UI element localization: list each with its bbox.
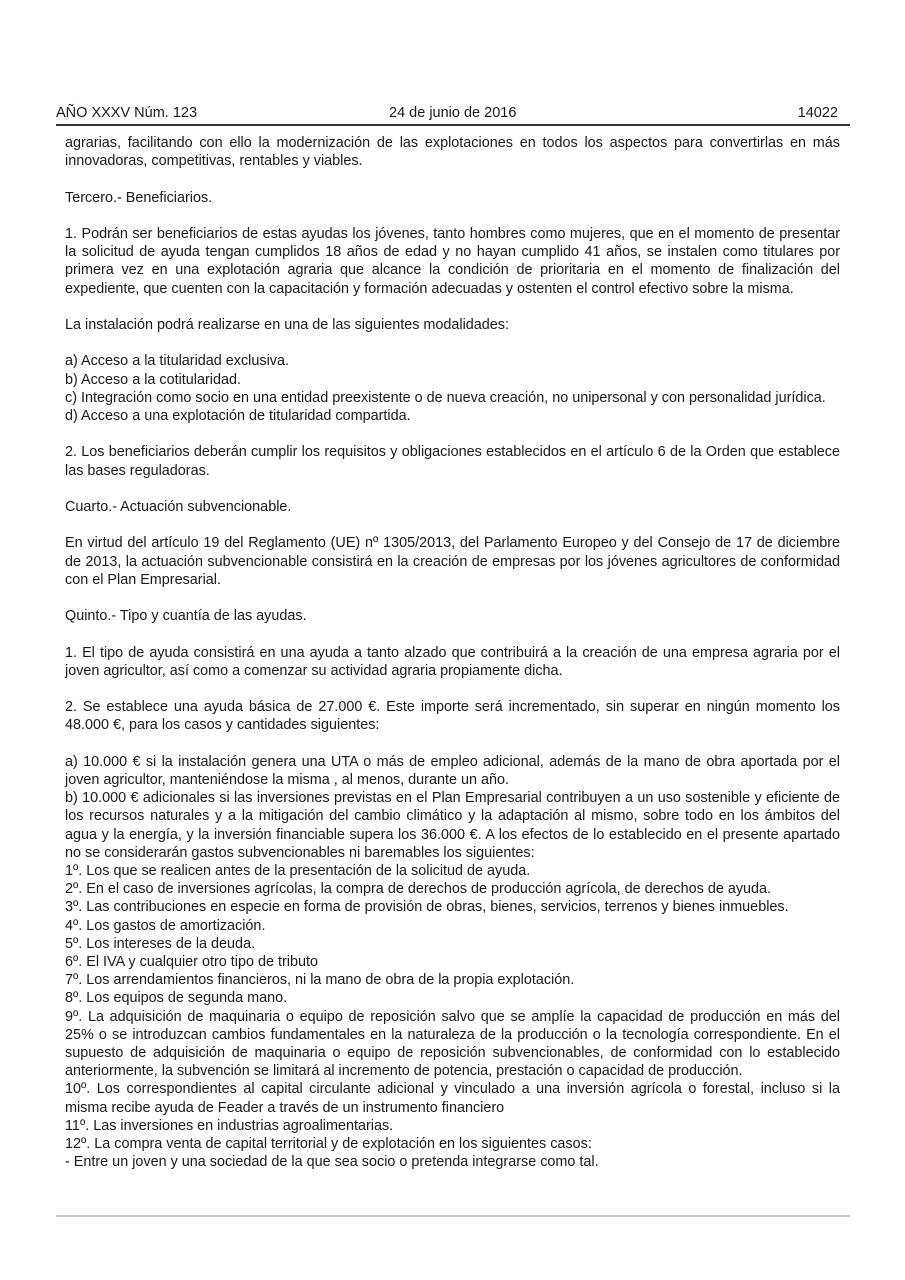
list-item: 8º. Los equipos de segunda mano. [65, 990, 288, 1007]
footer-divider [56, 1215, 850, 1217]
page-number: 14022 [797, 105, 838, 121]
list-item: 6º. El IVA y cualquier otro tipo de tributo [65, 953, 318, 970]
list-item: 7º. Los arrendamientos financieros, ni la mano de obra de la propia explotación. [65, 972, 575, 989]
issue-number: AÑO XXXV Núm. 123 [56, 105, 198, 121]
list-item: 12º. La compra venta de capital territorial y de explotación en los siguientes casos: [65, 1136, 592, 1152]
list-item: 5º. Los intereses de la deuda. [65, 935, 256, 952]
section-heading-quinto: Quinto.- Tipo y cuantía de las ayudas. [65, 608, 307, 625]
list-item: a) 10.000 € si la instalación genera una UTA o más de empleo adicional, además de la mano de obra aportada por el joven agricultor, manteniéndose la misma , al menos, durante un año. [65, 753, 840, 788]
paragraph-cuantia: 2. Se establece una ayuda básica de 27.000 €. Este importe será incrementado, sin superar en ningún momento los 48.000 €, para los casos y cantidades siguientes: [65, 699, 840, 734]
list-item: 4º. Los gastos de amortización. [65, 917, 266, 934]
list-item: c) Integración como socio en una entidad preexistente o de nueva creación, no unipersonal y con personalidad jurídica. [65, 389, 826, 406]
section-heading-cuarto: Cuarto.- Actuación subvencionable. [65, 498, 292, 515]
list-item: 11º. Las inversiones en industrias agroalimentarias. [65, 1117, 394, 1134]
section-heading-tercero: Tercero.- Beneficiarios. [65, 189, 213, 206]
list-item: 3º. Las contribuciones en especie en forma de provisión de obras, bienes, servicios, terrenos y bienes inmuebles. [65, 899, 789, 916]
document-body [65, 134, 840, 1171]
publication-date: 24 de junio de 2016 [389, 105, 517, 121]
list-item: - Entre un joven y una sociedad de la que sea socio o pretenda integrarse como tal. [65, 1154, 599, 1171]
list-item: 10º. Los correspondientes al capital circulante adicional y vinculado a una inversión agrícola o forestal, incluso si la misma recibe ayuda de Feader a través de un instrumento financiero [65, 1081, 840, 1116]
paragraph-tipo-ayuda: 1. El tipo de ayuda consistirá en una ayuda a tanto alzado que contribuirá a la creación de una empresa agraria por el joven agricultor, así como a comenzar su actividad agraria propiamente dicha. [65, 644, 840, 679]
page-header [56, 104, 850, 126]
paragraph-modalidades-intro: La instalación podrá realizarse en una de las siguientes modalidades: [65, 316, 509, 333]
paragraph-continuation: agrarias, facilitando con ello la modernización de las explotaciones en todos los aspectos para convertirlas en más innovadoras, competitivas, rentables y viables. [65, 135, 840, 170]
paragraph-requisitos: 2. Los beneficiarios deberán cumplir los requisitos y obligaciones establecidos en el artículo 6 de la Orden que establece las bases reguladoras. [65, 444, 840, 479]
paragraph-beneficiarios: 1. Podrán ser beneficiarios de estas ayudas los jóvenes, tanto hombres como mujeres, que en el momento de presentar la solicitud de ayuda tengan cumplidos 18 años de edad y no hayan cumplido 41 años, se instalen como titulares por primera vez en una explotación agraria que alcance la condición de prioritaria en el momento de finalización del expediente, que cuenten con la capacitación y formación adecuadas y ostenten el control efectivo sobre la misma. [65, 225, 840, 297]
incrementos-list [65, 753, 840, 1172]
list-item: 9º. La adquisición de maquinaria o equipo de reposición salvo que se amplíe la capacidad de producción en más del 25% o se introduzcan cambios fundamentales en la naturaleza de la producción o la tecnología correspondiente. En el supuesto de adquisición de maquinaria o equipo de reposición subvencionables, de conformidad con lo establecido anteriormente, la subvención se limitará al incremento de potencia, prestación o capacidad de producción. [65, 1008, 840, 1080]
list-item: b) 10.000 € adicionales si las inversiones previstas en el Plan Empresarial contribuyen a un uso sostenible y eficiente de los recursos naturales y a la mitigación del cambio climático y la adaptación al mismo, sobre todo en los ámbitos del agua y la energía, y la inversión financiable supera los 36.000 €. A los efectos de lo establecido en el presente apartado no se considerarán gastos subvencionables ni baremables los siguientes: [65, 790, 840, 861]
list-item: 1º. Los que se realicen antes de la presentación de la solicitud de ayuda. [65, 862, 531, 879]
modalidades-list [65, 352, 840, 425]
paragraph-actuacion: En virtud del artículo 19 del Reglamento (UE) nº 1305/2013, del Parlamento Europeo y del Consejo de 17 de diciembre de 2013, la actuación subvencionable consistirá en la creación de empresas por los jóvenes agricultores de conformidad con el Plan Empresarial. [65, 535, 840, 588]
list-item: b) Acceso a la cotitularidad. [65, 371, 241, 388]
list-item: d) Acceso a una explotación de titularidad compartida. [65, 407, 411, 424]
list-item: a) Acceso a la titularidad exclusiva. [65, 353, 289, 370]
list-item: 2º. En el caso de inversiones agrícolas, la compra de derechos de producción agrícola, de derechos de ayuda. [65, 881, 772, 898]
